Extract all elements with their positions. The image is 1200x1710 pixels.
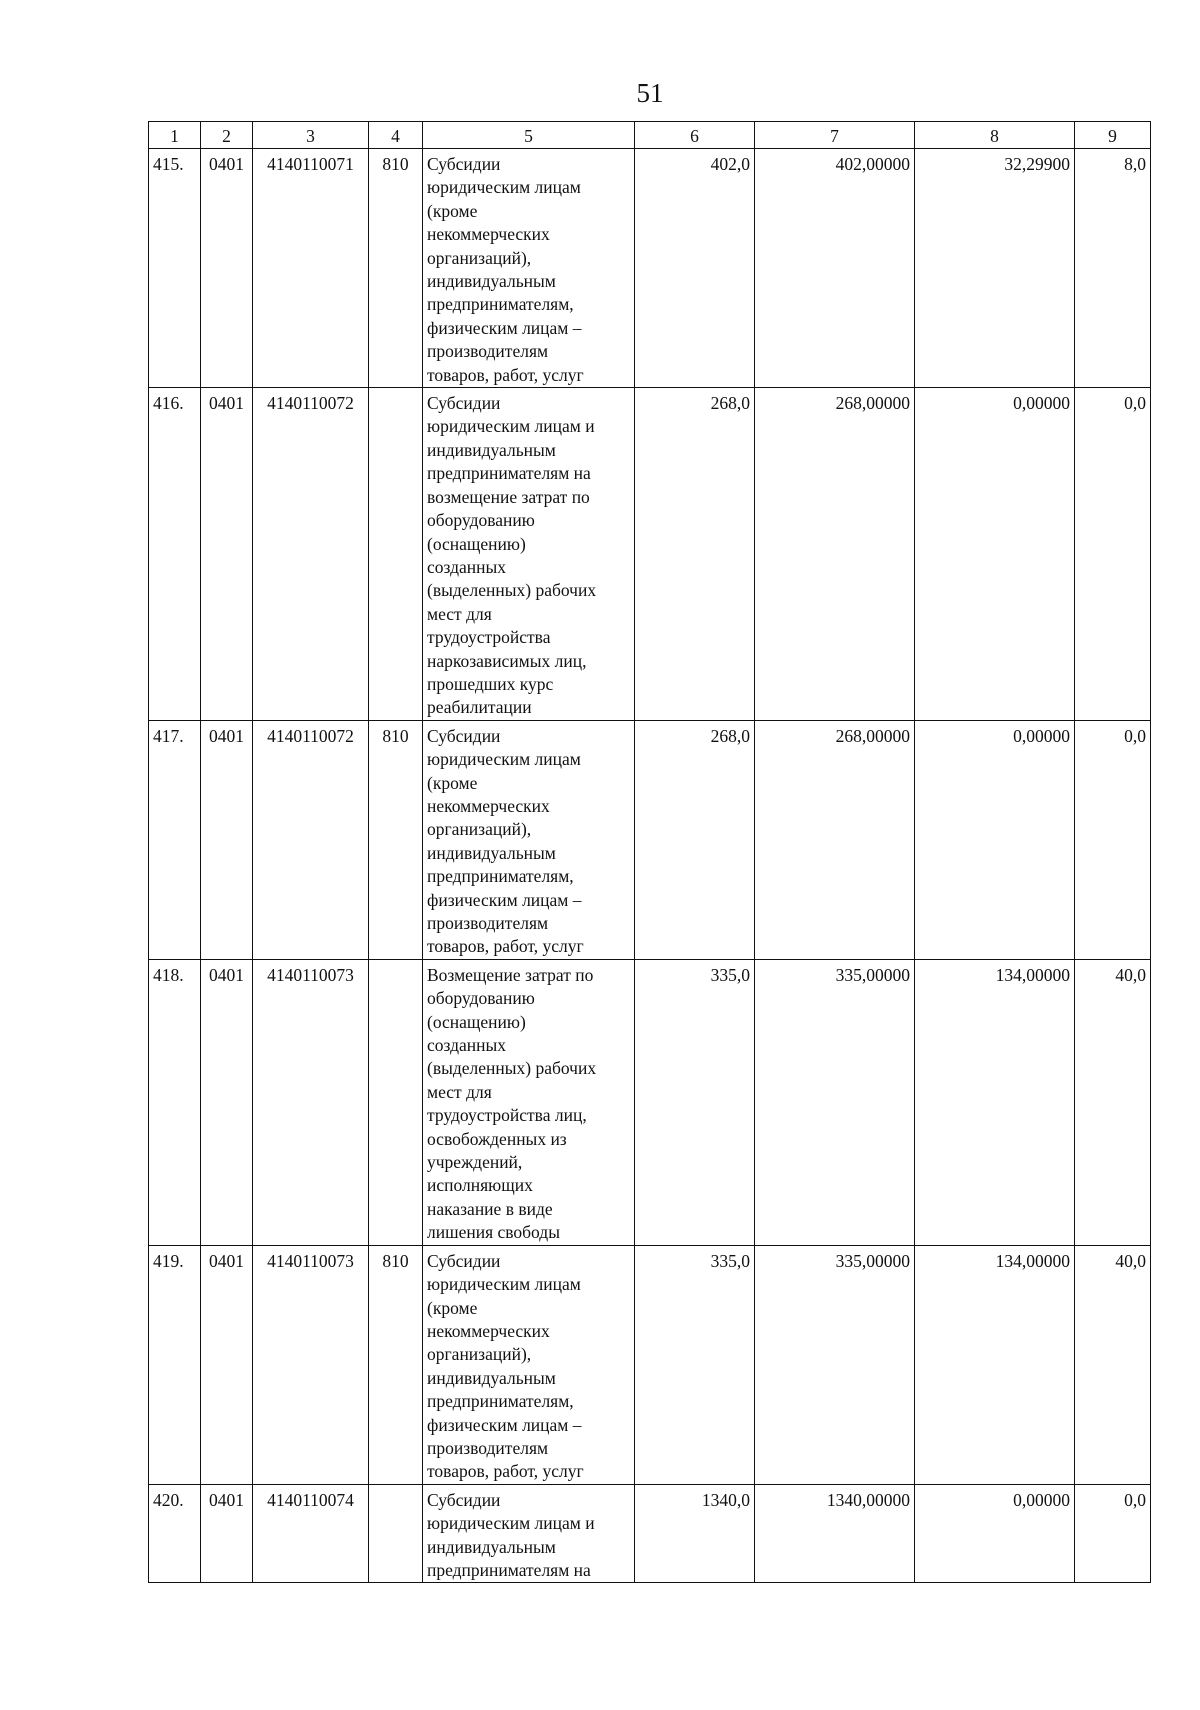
- budget-table: [148, 121, 1151, 1583]
- value-col-9: 0,0: [1075, 1484, 1151, 1583]
- header-col-5: 5: [423, 122, 635, 149]
- row-name-line: Субсидии: [427, 154, 501, 174]
- row-name-line: товаров, работ, услуг: [427, 1461, 584, 1482]
- value-col-6: 268,0: [635, 720, 755, 959]
- row-name-line: трудоустройства: [427, 627, 551, 648]
- section-code: 0401: [201, 1484, 253, 1583]
- value-col-6: 402,0: [635, 149, 755, 388]
- row-name-line: организаций),: [427, 247, 532, 268]
- row-name-line: освобожденных из: [427, 1128, 567, 1149]
- row-name-line: оборудованию: [427, 510, 535, 531]
- target-article-code: 4140110073: [253, 959, 369, 1245]
- row-name-line: учреждений,: [427, 1152, 523, 1173]
- value-col-9: 40,0: [1075, 1245, 1151, 1484]
- section-code: 0401: [201, 959, 253, 1245]
- row-name-line: прошедших курс: [427, 673, 554, 694]
- header-col-8: 8: [915, 122, 1075, 149]
- value-col-7: 1340,00000: [755, 1484, 915, 1583]
- header-col-6: 6: [635, 122, 755, 149]
- value-col-7: 268,00000: [755, 388, 915, 721]
- table-body: [149, 149, 1151, 1583]
- target-article-code: 4140110074: [253, 1484, 369, 1583]
- expense-type-code: 810: [369, 720, 423, 959]
- value-col-9: 0,0: [1075, 720, 1151, 959]
- row-number: 418.: [149, 959, 201, 1245]
- row-name-line: оборудованию: [427, 988, 535, 1009]
- row-name-line: возмещение затрат по: [427, 486, 590, 507]
- row-name-line: (кроме: [427, 1297, 478, 1318]
- row-number: 419.: [149, 1245, 201, 1484]
- value-col-9: 40,0: [1075, 959, 1151, 1245]
- row-name-line: юридическим лицам и: [427, 416, 595, 437]
- header-col-9: 9: [1075, 122, 1151, 149]
- row-name-line: физическим лицам –: [427, 1414, 582, 1435]
- value-col-9: 0,0: [1075, 388, 1151, 721]
- value-col-8: 0,00000: [915, 720, 1075, 959]
- row-name-line: лишения свободы: [427, 1222, 560, 1243]
- row-name-line: некоммерческих: [427, 1320, 550, 1341]
- row-name-line: мест для: [427, 603, 492, 624]
- row-name: [423, 149, 635, 388]
- row-name-line: некоммерческих: [427, 795, 550, 816]
- row-name-line: юридическим лицам: [427, 749, 581, 770]
- row-name: [423, 1245, 635, 1484]
- target-article-code: 4140110072: [253, 720, 369, 959]
- expense-type-code: [369, 1484, 423, 1583]
- table-row: [149, 388, 1151, 721]
- row-name-line: производителям: [427, 913, 549, 933]
- header-col-4: 4: [369, 122, 423, 149]
- header-row: [149, 122, 1151, 149]
- row-name-line: реабилитации: [427, 697, 532, 718]
- section-code: 0401: [201, 1245, 253, 1484]
- value-col-6: 1340,0: [635, 1484, 755, 1583]
- row-name-line: предпринимателям,: [427, 866, 574, 887]
- row-name-line: созданных: [427, 556, 507, 577]
- value-col-8: 134,00000: [915, 959, 1075, 1245]
- table-row: [149, 1245, 1151, 1484]
- expense-type-code: [369, 388, 423, 721]
- row-number: 417.: [149, 720, 201, 959]
- row-name-line: индивидуальным: [427, 1367, 556, 1388]
- page-number: 51: [636, 78, 664, 108]
- row-name: [423, 388, 635, 721]
- expense-type-code: [369, 959, 423, 1245]
- row-name-line: Субсидии: [427, 1489, 501, 1510]
- row-name-line: индивидуальным: [427, 271, 556, 292]
- table-row: [149, 149, 1151, 388]
- row-name-line: организаций),: [427, 1344, 532, 1365]
- value-col-8: 134,00000: [915, 1245, 1075, 1484]
- row-name-line: Субсидии: [427, 393, 501, 414]
- row-number: 420.: [149, 1484, 201, 1583]
- section-code: 0401: [201, 388, 253, 721]
- table-row: [149, 959, 1151, 1245]
- expense-type-code: 810: [369, 1245, 423, 1484]
- table-row: [149, 1484, 1151, 1583]
- value-col-8: 0,00000: [915, 388, 1075, 721]
- row-name-line: Возмещение затрат по: [427, 964, 594, 985]
- row-name-line: юридическим лицам: [427, 1274, 581, 1295]
- row-name-line: наказание в виде: [427, 1198, 553, 1219]
- row-name-line: (выделенных) рабочих: [427, 580, 597, 601]
- value-col-8: 32,29900: [915, 149, 1075, 388]
- row-name-line: товаров, работ, услуг: [427, 936, 584, 957]
- header-col-3: 3: [253, 122, 369, 149]
- value-col-7: 335,00000: [755, 1245, 915, 1484]
- value-col-7: 402,00000: [755, 149, 915, 388]
- value-col-7: 335,00000: [755, 959, 915, 1245]
- row-name-line: физическим лицам –: [427, 889, 582, 910]
- header-col-7: 7: [755, 122, 915, 149]
- target-article-code: 4140110071: [253, 149, 369, 388]
- row-name-line: исполняющих: [427, 1175, 533, 1196]
- row-name-line: предпринимателям,: [427, 294, 574, 315]
- row-name-line: индивидуальным: [427, 439, 556, 460]
- header-col-1: 1: [149, 122, 201, 149]
- row-number: 415.: [149, 149, 201, 388]
- row-name-line: юридическим лицам и: [427, 1513, 595, 1534]
- row-name: [423, 959, 635, 1245]
- row-name: [423, 1484, 635, 1583]
- row-name-line: юридическим лицам: [427, 177, 581, 198]
- value-col-9: 8,0: [1075, 149, 1151, 388]
- row-name-line: (оснащению): [427, 1011, 526, 1032]
- row-name-line: индивидуальным: [427, 842, 556, 863]
- row-name-line: (кроме: [427, 200, 478, 221]
- row-name: [423, 720, 635, 959]
- value-col-7: 268,00000: [755, 720, 915, 959]
- row-name-line: предпринимателям,: [427, 1391, 574, 1412]
- section-code: 0401: [201, 720, 253, 959]
- row-name-line: наркозависимых лиц,: [427, 650, 587, 671]
- row-name-line: производителям: [427, 341, 549, 362]
- value-col-6: 335,0: [635, 959, 755, 1245]
- section-code: 0401: [201, 149, 253, 388]
- row-name-line: индивидуальным: [427, 1536, 556, 1557]
- value-col-8: 0,00000: [915, 1484, 1075, 1583]
- row-name-line: мест для: [427, 1081, 492, 1102]
- value-col-6: 268,0: [635, 388, 755, 721]
- row-name-line: предпринимателям на: [427, 463, 591, 484]
- row-name-line: трудоустройства лиц,: [427, 1105, 587, 1126]
- row-name-line: товаров, работ, услуг: [427, 364, 584, 385]
- row-name-line: некоммерческих: [427, 224, 550, 245]
- target-article-code: 4140110072: [253, 388, 369, 721]
- row-name-line: физическим лицам –: [427, 317, 582, 338]
- row-name-line: предпринимателям на: [427, 1559, 591, 1580]
- row-name-line: созданных: [427, 1035, 507, 1056]
- target-article-code: 4140110073: [253, 1245, 369, 1484]
- table-row: [149, 720, 1151, 959]
- row-name-line: (оснащению): [427, 533, 526, 554]
- row-number: 416.: [149, 388, 201, 721]
- row-name-line: Субсидии: [427, 725, 501, 746]
- row-name-line: (кроме: [427, 772, 478, 793]
- expense-type-code: 810: [369, 149, 423, 388]
- row-name-line: (выделенных) рабочих: [427, 1058, 597, 1079]
- row-name-line: Субсидии: [427, 1250, 501, 1271]
- row-name-line: организаций),: [427, 819, 532, 840]
- row-name-line: производителям: [427, 1437, 549, 1458]
- header-col-2: 2: [201, 122, 253, 149]
- value-col-6: 335,0: [635, 1245, 755, 1484]
